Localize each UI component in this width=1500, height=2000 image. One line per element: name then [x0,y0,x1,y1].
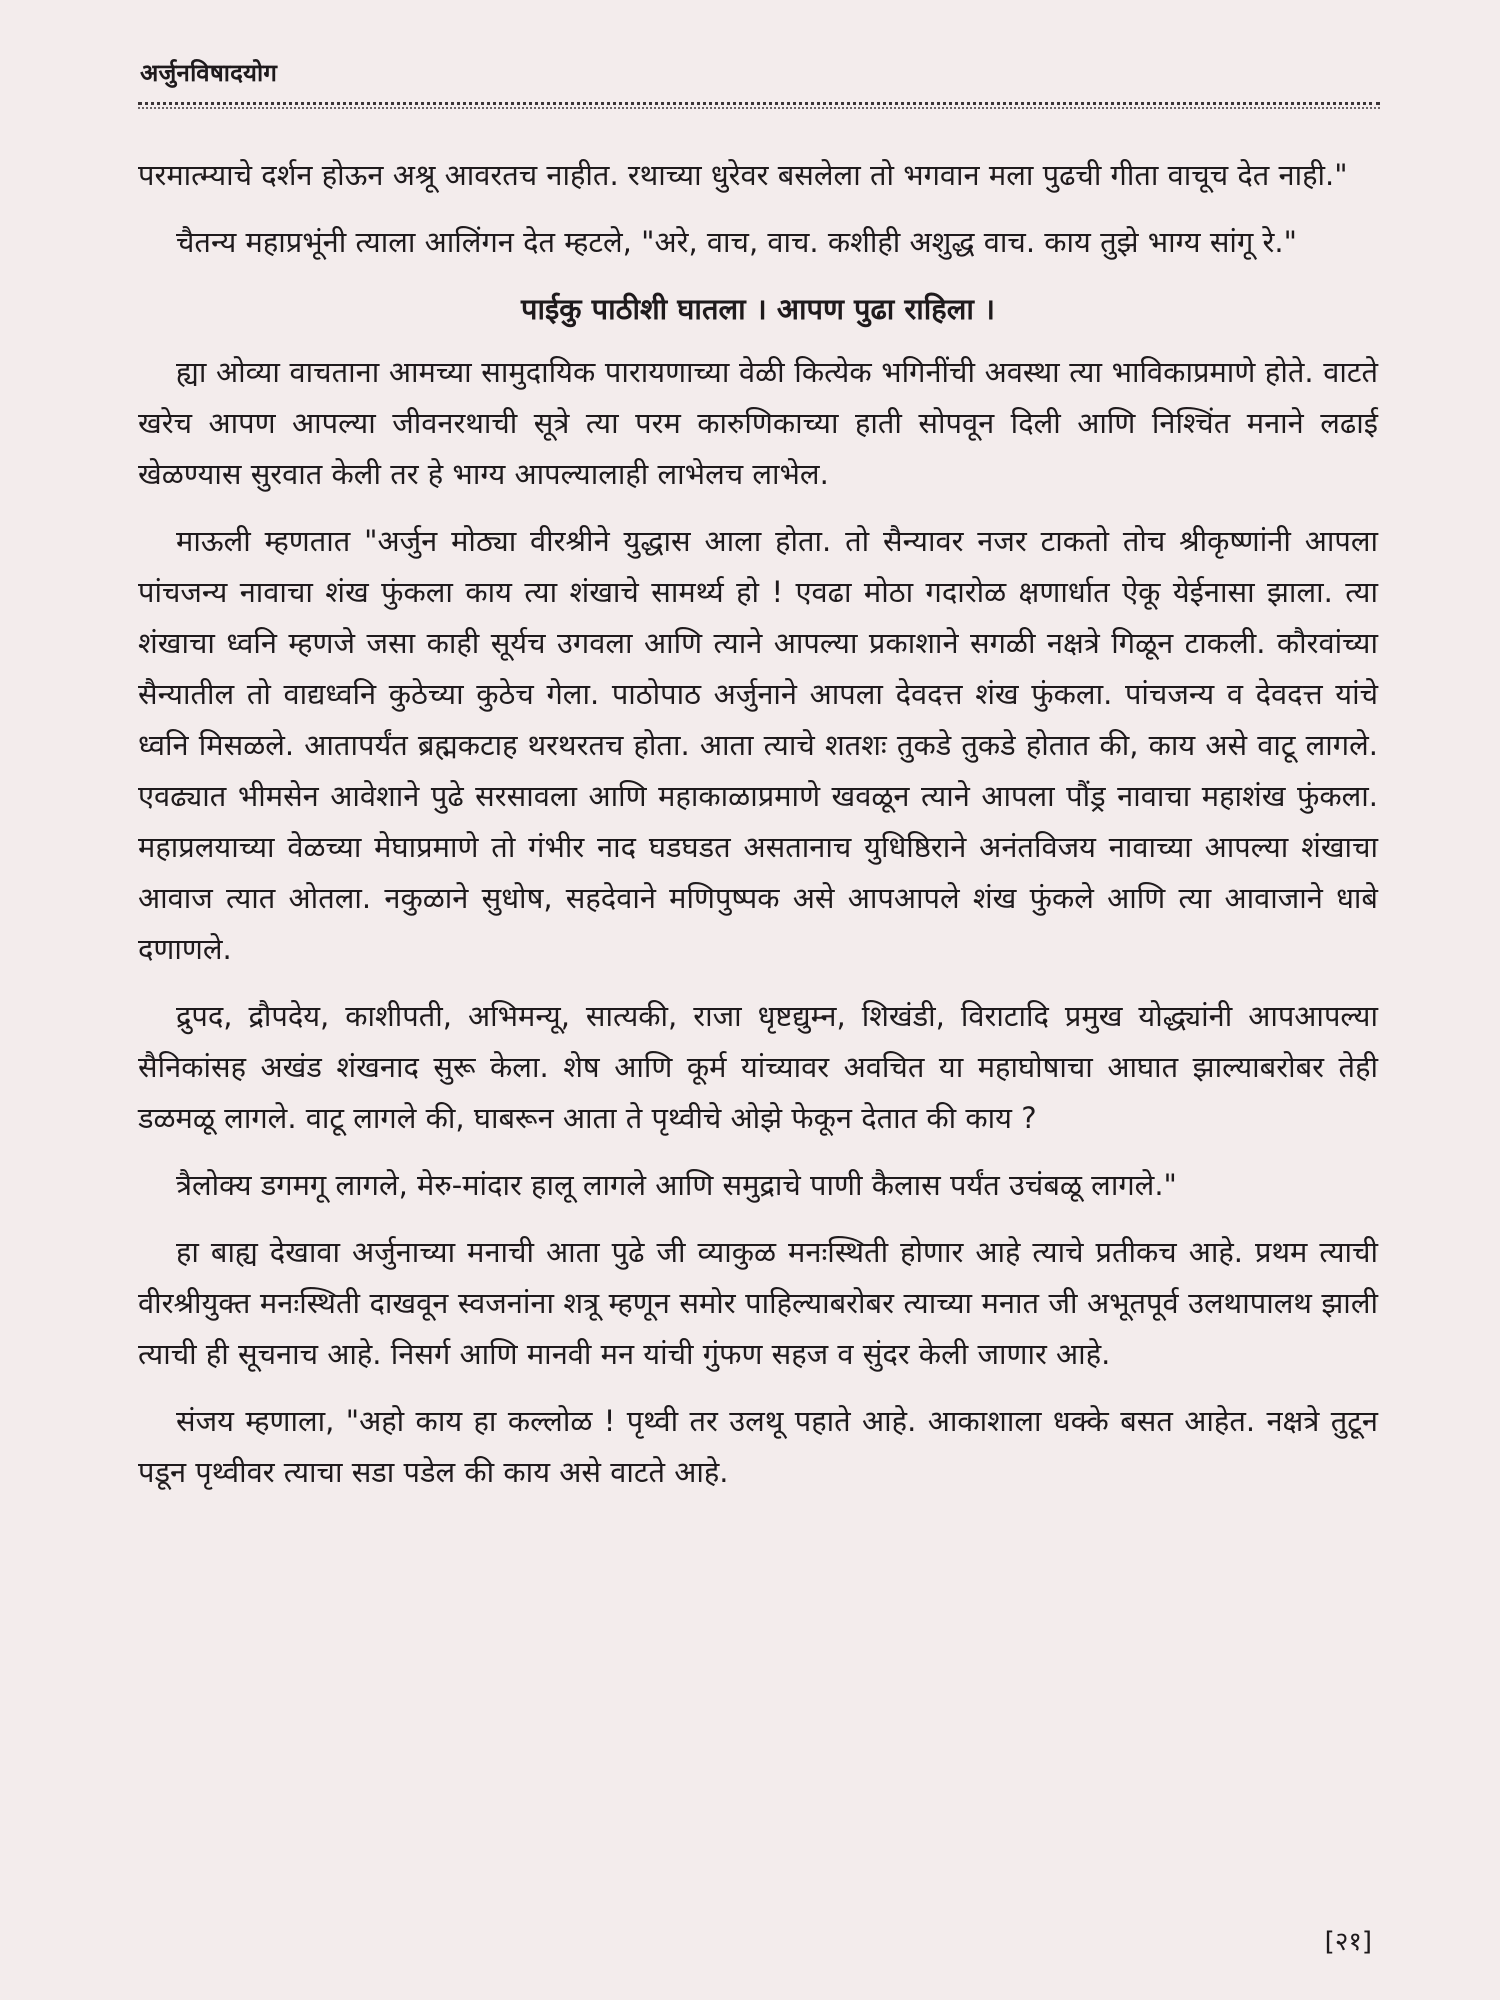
paragraph: द्रुपद, द्रौपदेय, काशीपती, अभिमन्यू, सात्यकी, राजा धृष्टद्युम्न, शिखंडी, विराटादि प्रमुख योद्ध्यांनी आपआपल्या सैनिकांसह अखंड शंखनाद सुरू केला. शेष आणि कूर्म यांच्यावर अवचित या महाघोषाचा आघात झाल्याबरोबर तेही डळमळू लागले. वाटू लागले की, घाबरून आता ते पृथ्वीचे ओझे फेकून देतात की काय ? [138,999,1378,1135]
page-number: [२१] [1324,1927,1372,1957]
header-dotted-rule [138,102,1380,105]
running-title: अर्जुनविषादयोग [140,59,278,87]
paragraph: माऊली म्हणतात "अर्जुन मोठ्या वीरश्रीने युद्धास आला होता. तो सैन्यावर नजर टाकतो तोच श्रीकृष्णांनी आपला पांचजन्य नावाचा शंख फुंकला काय त्या शंखाचे सामर्थ्य हो ! एवढा मोठा गदारोळ क्षणार्धात ऐकू येईनासा झाला. त्या शंखाचा ध्वनि म्हणजे जसा काही सूर्यच उगवला आणि त्याने आपल्या प्रकाशाने सगळी नक्षत्रे गिळून टाकली. कौरवांच्या सैन्यातील तो वाद्यध्वनि कुठेच्या कुठेच गेला. पाठोपाठ अर्जुनाने आपला देवदत्त शंख फुंकला. पांचजन्य व देवदत्त यांचे ध्वनि मिसळले. आतापर्यंत ब्रह्मकटाह थरथरतच होता. आता त्याचे शतशः तुकडे तुकडे होतात की, काय असे वाटू लागले. एवढ्यात भीमसेन आवेशाने पुढे सरसावला आणि महाकाळाप्रमाणे खवळून त्याने आपला पौंड्र नावाचा महाशंख फुंकला. महाप्रलयाच्या वेळच्या मेघाप्रमाणे तो गंभीर नाद घडघडत असतानाच युधिष्ठिराने अनंतविजय नावाच्या आपल्या शंखाचा आवाज त्यात ओतला. नकुळाने सुधोष, सहदेवाने मणिपुष्पक असे आपआपले शंख फुंकले आणि त्या आवाजाने धाबे दणाणले. [138,524,1378,966]
paragraph: चैतन्य महाप्रभूंनी त्याला आलिंगन देत म्हटले, "अरे, वाच, वाच. कशीही अशुद्ध वाच. काय तुझे भाग्य सांगू रे." [176,225,1297,259]
verse-line: पाईकु पाठीशी घातला । आपण पुढा राहिला । [521,292,995,326]
paragraph: संजय म्हणाला, "अहो काय हा कल्लोळ ! पृथ्वी तर उलथू पहाते आहे. आकाशाला धक्के बसत आहेत. नक्षत्रे तुटून पडून पृथ्वीवर त्याचा सडा पडेल की काय असे वाटते आहे. [138,1404,1378,1489]
paragraph: त्रैलोक्य डगमगू लागले, मेरु-मांदार हालू लागले आणि समुद्राचे पाणी कैलास पर्यंत उचंबळू लागले." [176,1168,1177,1202]
paragraph: ह्या ओव्या वाचताना आमच्या सामुदायिक पारायणाच्या वेळी कित्येक भगिनींची अवस्था त्या भाविकाप्रमाणे होते. वाटते खरेच आपण आपल्या जीवनरथाची सूत्रे त्या परम कारुणिकाच्या हाती सोपवून दिली आणि निश्चिंत मनाने लढाई खेळण्यास सुरवात केली तर हे भाग्य आपल्यालाही लाभेलच लाभेल. [138,355,1378,491]
paragraph: हा बाह्य देखावा अर्जुनाच्या मनाची आता पुढे जी व्याकुळ मनःस्थिती होणार आहे त्याचे प्रतीकच आहे. प्रथम त्याची वीरश्रीयुक्त मनःस्थिती दाखवून स्वजनांना शत्रू म्हणून समोर पाहिल्याबरोबर त्याच्या मनात जी अभूतपूर्व उलथापालथ झाली त्याची ही सूचनाच आहे. निसर्ग आणि मानवी मन यांची गुंफण सहज व सुंदर केली जाणार आहे. [138,1235,1378,1371]
paragraph-continued: परमात्म्याचे दर्शन होऊन अश्रू आवरतच नाहीत. रथाच्या धुरेवर बसलेला तो भगवान मला पुढची गीता वाचूच देत नाही." [138,158,1348,192]
body-text [138,150,1378,1514]
header-dotted-rule-secondary [138,107,1380,109]
